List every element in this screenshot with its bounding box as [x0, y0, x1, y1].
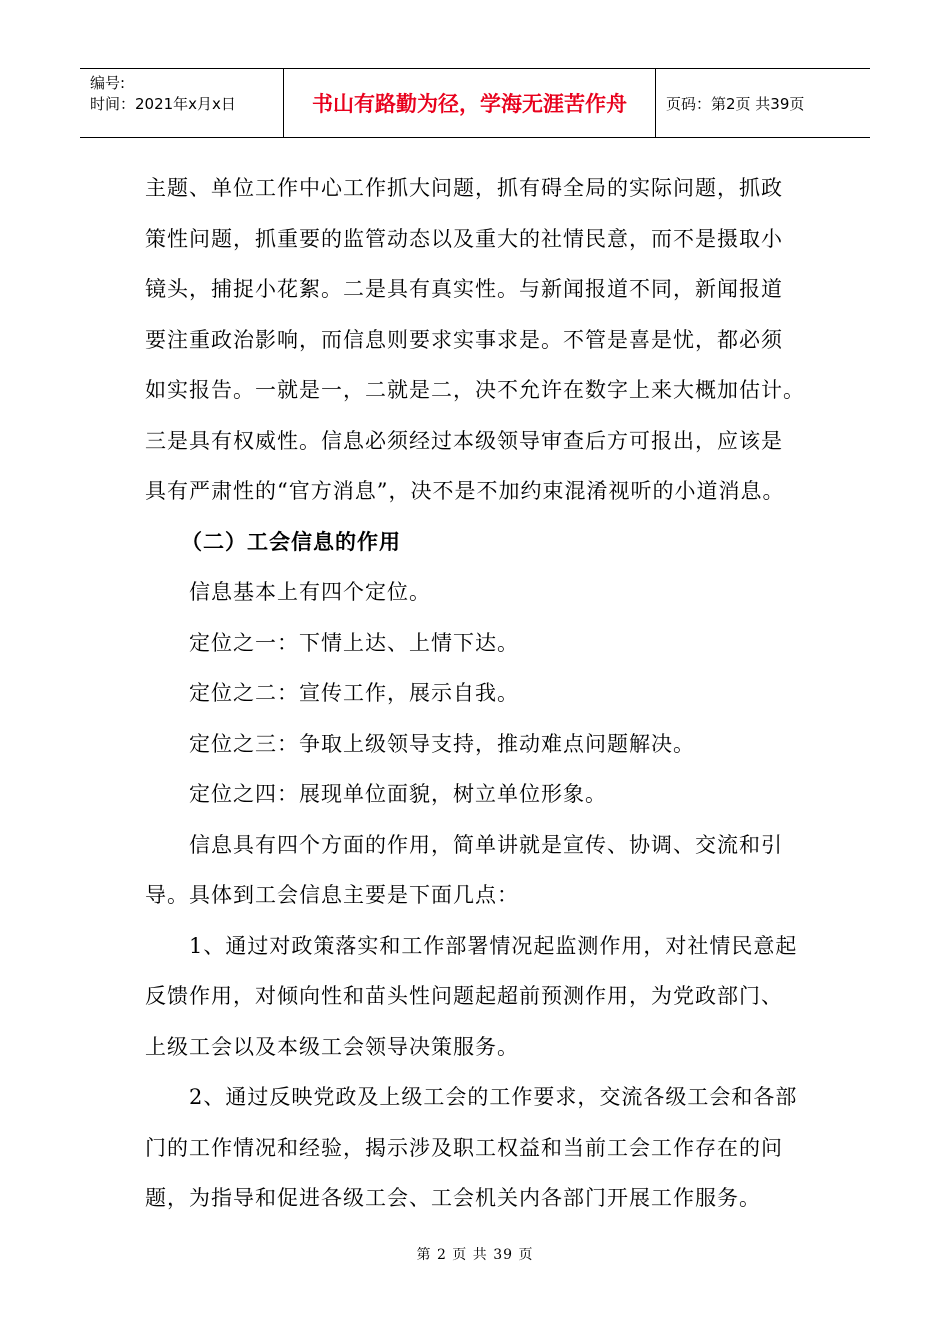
body-line: 具有严肃性的“官方消息”，决不是不加约束混淆视听的小道消息。 [145, 479, 785, 503]
body-line: 定位之二：宣传工作，展示自我。 [189, 681, 519, 705]
body-line: 三是具有权威性。信息必须经过本级领导审查后方可报出，应该是 [145, 428, 783, 453]
document-time: 时间：2021年x月x日 [90, 95, 236, 113]
body-line: 上级工会以及本级工会领导决策服务。 [145, 1034, 519, 1059]
page-header [80, 68, 870, 138]
header-motto: 书山有路勤为径，学海无涯苦作舟 [284, 69, 656, 137]
header-page-info: 页码：第2页 共39页 [666, 94, 805, 113]
body-line: 反馈作用，对倾向性和苗头性问题起超前预测作用，为党政部门、 [145, 984, 783, 1008]
body-line: 策性问题，抓重要的监管动态以及重大的社情民意，而不是摄取小 [145, 226, 783, 251]
header-meta [80, 69, 284, 137]
body-line: 要注重政治影响，而信息则要求实事求是。不管是喜是忧，都必须 [145, 327, 783, 352]
body-line: 主题、单位工作中心工作抓大问题，抓有碍全局的实际问题，抓政 [145, 176, 783, 200]
body-line: 镜头，捕捉小花絮。二是具有真实性。与新闻报道不同，新闻报道 [145, 277, 783, 301]
body-line: 定位之一：下情上达、上情下达。 [189, 630, 519, 655]
document-body [145, 163, 805, 1224]
body-line: 2、通过反映党政及上级工会的工作要求，交流各级工会和各部 [189, 1085, 798, 1109]
body-line: 1、通过对政策落实和工作部署情况起监测作用，对社情民意起 [189, 933, 798, 958]
document-number-label: 编号: [90, 74, 126, 92]
body-line: 如实报告。一就是一，二就是二，决不允许在数字上来大概加估计。 [145, 378, 805, 402]
body-line: 信息具有四个方面的作用，简单讲就是宣传、协调、交流和引 [189, 832, 783, 857]
body-line: 导。具体到工会信息主要是下面几点： [145, 883, 519, 907]
section-heading: （二）工会信息的作用 [181, 529, 401, 554]
body-line: 题，为指导和促进各级工会、工会机关内各部门开展工作服务。 [145, 1186, 761, 1210]
body-line: 定位之三：争取上级领导支持，推动难点问题解决。 [189, 731, 695, 756]
body-line: 门的工作情况和经验，揭示涉及职工权益和当前工会工作存在的问 [145, 1135, 783, 1160]
body-line: 定位之四：展现单位面貌，树立单位形象。 [189, 782, 607, 806]
body-line: 信息基本上有四个定位。 [189, 580, 431, 604]
page-footer: 第 2 页 共 39 页 [416, 1247, 534, 1263]
